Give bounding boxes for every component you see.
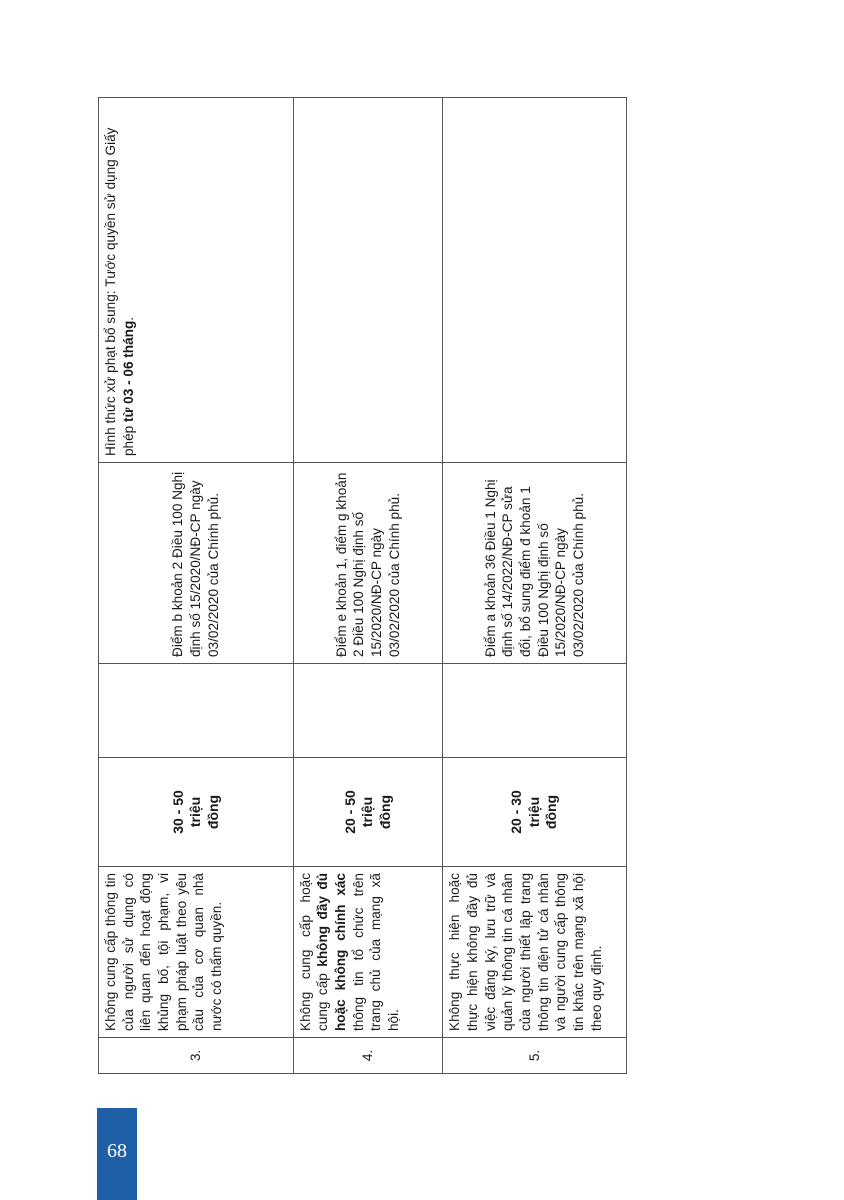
legal-basis-text: Điểm a khoản 36 Điều 1 Nghị định số 14/2022/NĐ-CP sửa đổi, bổ sung điểm đ khoản 1 Điều 100 Nghị định số 15/2020/NĐ-CP ngày 03/02/2020 của Chính phủ. bbox=[482, 479, 586, 657]
additional-penalty bbox=[443, 98, 627, 463]
violation-description bbox=[443, 867, 627, 1038]
additional-penalty bbox=[99, 98, 294, 463]
violation-description bbox=[99, 867, 294, 1038]
fine-line: đồng bbox=[376, 794, 393, 830]
description-segment: Không thực hiện hoặc thực hiện không đầy đủ việc đăng ký, lưu trữ và quản lý thông tin cá nhân của người thiết lập trang thông tin điện tử cá nhân và người cung cấp thông tin khác trên mạng xã hội theo quy định. bbox=[447, 873, 604, 1031]
row-number: 3. bbox=[188, 1049, 204, 1062]
table-row bbox=[99, 98, 294, 1074]
fine-amount bbox=[99, 758, 294, 867]
fine-line: 20 - 30 bbox=[508, 790, 525, 834]
legal-basis-text: Điểm e khoản 1, điểm g khoản 2 Điều 100 Nghị định số 15/2020/NĐ-CP ngày 03/02/2020 của Chính phủ. bbox=[333, 472, 402, 657]
fine-amount bbox=[443, 758, 627, 867]
penalty-segment: Hình thức xử phạt bổ sung: Tước quyền sử dụng Giấy phép bbox=[103, 127, 136, 456]
description-segment: không đầy đủ hoặc không chính xác bbox=[315, 873, 349, 1031]
page-number: 68 bbox=[107, 1140, 127, 1162]
row-number: 5. bbox=[526, 1049, 542, 1062]
legal-basis bbox=[99, 463, 294, 664]
description-segment: Không cung cấp thông tin của người sử dụng có liên quan đến hoạt động khủng bố, tội phạm, vi phạm pháp luật theo yêu cầu của cơ quan nhà nước có thẩm quyền. bbox=[103, 873, 225, 1031]
page-number-tab bbox=[97, 1108, 137, 1200]
fine-line: triệu bbox=[359, 796, 376, 828]
legal-basis-text: Điểm b khoản 2 Điều 100 Nghị định số 15/2020/NĐ-CP ngày 03/02/2020 của Chính phủ. bbox=[170, 471, 221, 657]
empty-cell bbox=[99, 664, 294, 758]
table-row bbox=[443, 98, 627, 1074]
fine-line: đồng bbox=[543, 794, 560, 830]
legal-basis bbox=[443, 463, 627, 664]
empty-cell bbox=[443, 664, 627, 758]
violation-table bbox=[98, 97, 627, 1074]
fine-line: triệu bbox=[187, 796, 204, 828]
rotated-table-container bbox=[98, 98, 627, 1074]
row-number-cell bbox=[293, 1038, 442, 1074]
table-row bbox=[293, 98, 442, 1074]
fine-line: triệu bbox=[525, 796, 542, 828]
fine-amount bbox=[293, 758, 442, 867]
legal-basis bbox=[293, 463, 442, 664]
penalty-segment: . bbox=[120, 316, 136, 321]
fine-line: 20 - 50 bbox=[341, 790, 358, 834]
violation-description bbox=[293, 867, 442, 1038]
fine-line: 30 - 50 bbox=[169, 790, 186, 834]
description-segment: thông tin tổ chức trên trang chủ của mạng xã hội. bbox=[350, 873, 402, 1031]
empty-cell bbox=[293, 664, 442, 758]
row-number-cell bbox=[443, 1038, 627, 1074]
row-number-cell bbox=[99, 1038, 294, 1074]
additional-penalty bbox=[293, 98, 442, 463]
penalty-segment: từ 03 - 06 tháng bbox=[120, 320, 136, 422]
row-number: 4. bbox=[360, 1049, 376, 1062]
fine-line: đồng bbox=[204, 794, 221, 830]
description-segment: Không cung cấp hoặc cung cấp bbox=[297, 873, 331, 1031]
